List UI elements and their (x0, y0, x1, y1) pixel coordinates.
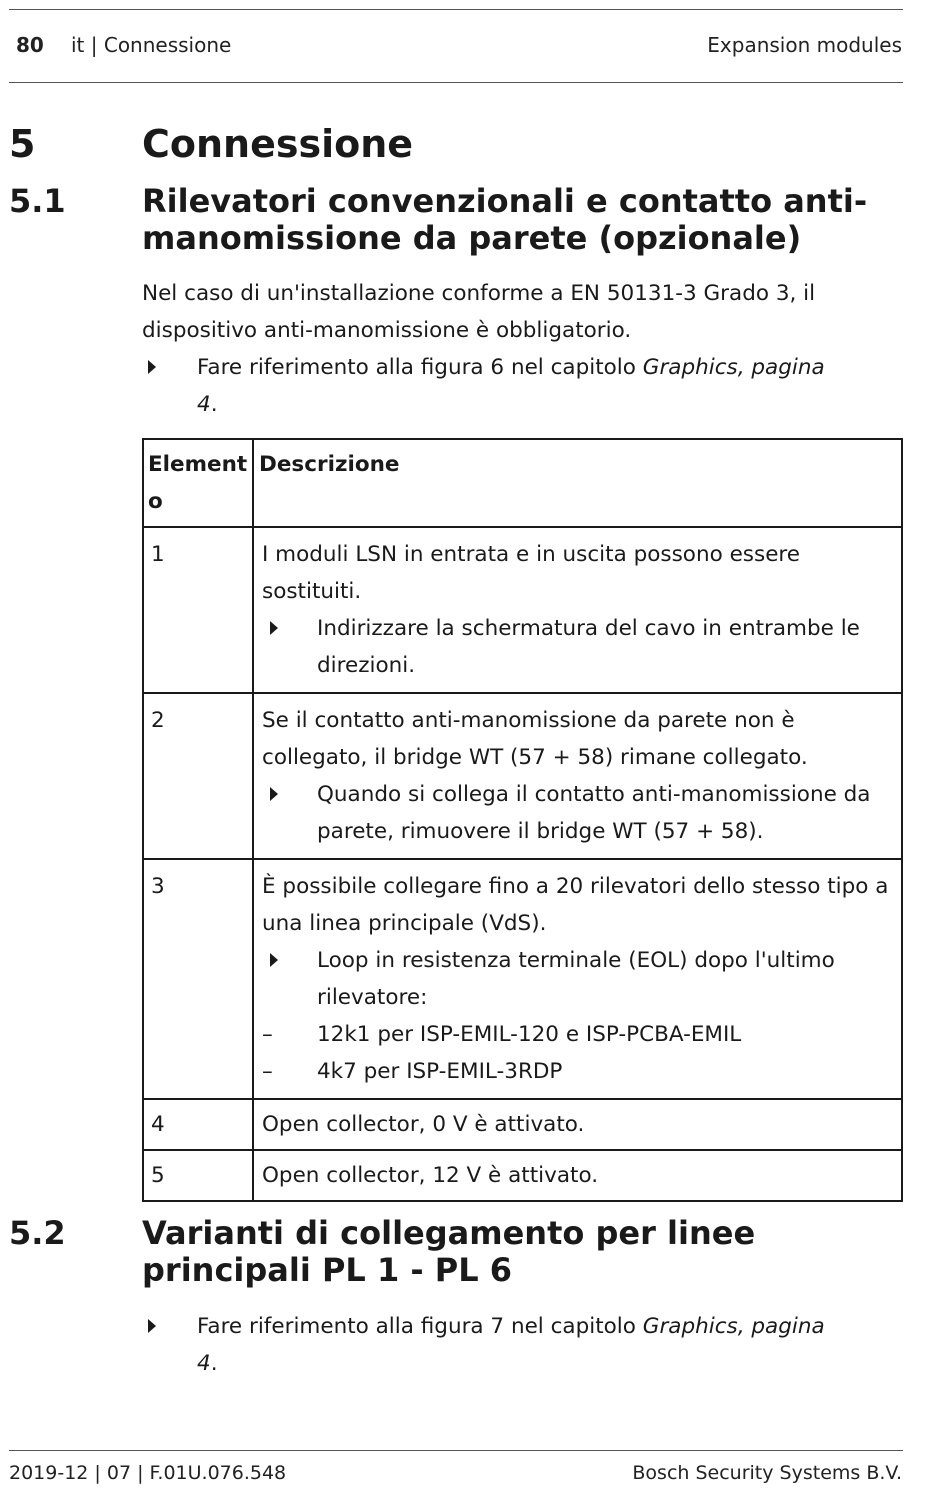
paragraph-line: dispositivo anti-manomissione è obbligatorio. (142, 318, 632, 343)
top-rule (9, 9, 903, 10)
reference-bullet (142, 1308, 912, 1382)
section-number: 5.2 (9, 1214, 66, 1252)
page-number: 80 (16, 33, 44, 57)
bullet-arrow-icon (270, 953, 278, 967)
footer-company: Bosch Security Systems B.V. (632, 1462, 902, 1484)
column-header-description: Descrizione (253, 439, 902, 527)
header-rule (9, 82, 903, 83)
reference-bullet (142, 349, 912, 423)
element-table (142, 438, 903, 1202)
section-title-line: Varianti di collegamento per linee (142, 1214, 756, 1252)
table-row (143, 1099, 902, 1150)
table-header-row (143, 439, 902, 527)
element-cell: 4 (143, 1099, 253, 1150)
description-text: Se il contatto anti-manomissione da parete non è collegato, il bridge WT (57 + 58) rimane collegato. (262, 708, 808, 770)
description-bullet: Quando si collega il contatto anti-manomissione da parete, rimuovere il bridge WT (57 + 58). (262, 776, 893, 850)
table-row (143, 527, 902, 693)
footer-rule (9, 1450, 903, 1451)
section-title-line: Rilevatori convenzionali e contatto anti- (142, 182, 868, 220)
dash-item: – 4k7 per ISP-EMIL-3RDP (262, 1053, 893, 1090)
bullet-text: Fare riferimento alla figura 6 nel capitolo Graphics, pagina 4. (197, 355, 825, 417)
section-number: 5.1 (9, 182, 66, 220)
paragraph-line: Nel caso di un'installazione conforme a EN 50131-3 Grado 3, il (142, 281, 816, 306)
description-cell: Open collector, 0 V è attivato. (253, 1099, 902, 1150)
graphics-reference-link[interactable]: Graphics, pagina 4 (197, 1314, 825, 1376)
dash-item: – 12k1 per ISP-EMIL-120 e ISP-PCBA-EMIL (262, 1016, 893, 1053)
dash-mark: – (262, 1022, 273, 1047)
footer-doc-id: 2019-12 | 07 | F.01U.076.548 (9, 1462, 287, 1484)
description-cell: Open collector, 12 V è attivato. (253, 1150, 902, 1201)
column-header-element: Element o (143, 439, 253, 527)
bullet-arrow-icon (148, 360, 156, 374)
element-cell: 5 (143, 1150, 253, 1201)
table-row (143, 1150, 902, 1201)
element-cell: 2 (143, 693, 253, 859)
element-cell: 1 (143, 527, 253, 693)
description-cell (253, 859, 902, 1099)
description-cell (253, 527, 902, 693)
description-text: È possibile collegare fino a 20 rilevatori dello stesso tipo a una linea principale (VdS). (262, 874, 889, 936)
dash-mark: – (262, 1059, 273, 1084)
description-cell (253, 693, 902, 859)
table-row (143, 859, 902, 1099)
intro-paragraph (142, 275, 912, 349)
header-document: Expansion modules (707, 33, 902, 57)
chapter-number: 5 (9, 122, 36, 166)
header-section: it | Connessione (71, 33, 232, 57)
bullet-arrow-icon (270, 621, 278, 635)
bullet-text: Fare riferimento alla figura 7 nel capitolo Graphics, pagina 4. (197, 1314, 825, 1376)
element-cell: 3 (143, 859, 253, 1099)
section-title-line: principali PL 1 - PL 6 (142, 1251, 513, 1289)
bullet-arrow-icon (270, 787, 278, 801)
bullet-arrow-icon (148, 1319, 156, 1333)
description-bullet: Indirizzare la schermatura del cavo in entrambe le direzioni. (262, 610, 893, 684)
description-text: I moduli LSN in entrata e in uscita possono essere sostituiti. (262, 542, 801, 604)
graphics-reference-link[interactable]: Graphics, pagina 4 (197, 355, 825, 417)
description-bullet: Loop in resistenza terminale (EOL) dopo l'ultimo rilevatore: (262, 942, 893, 1016)
section-title (142, 1215, 912, 1289)
table-row (143, 693, 902, 859)
section-title-line: manomissione da parete (opzionale) (142, 219, 802, 257)
section-title (142, 183, 912, 257)
chapter-title: Connessione (142, 122, 414, 166)
